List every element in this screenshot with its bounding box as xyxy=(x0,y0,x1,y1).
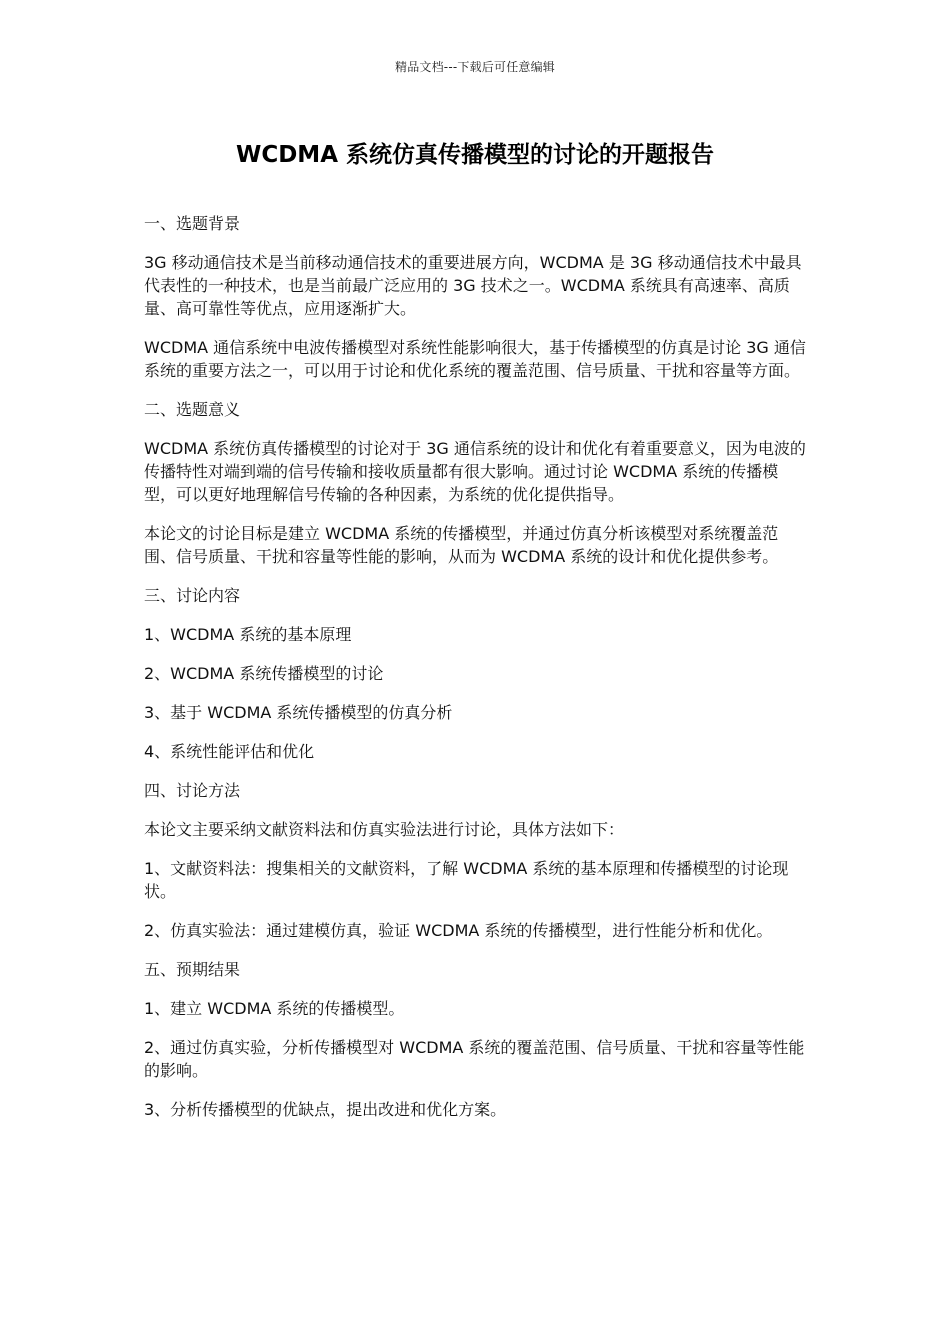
list-item: 1、文献资料法：搜集相关的文献资料，了解 WCDMA 系统的基本原理和传播模型的讨论现状。 xyxy=(144,859,789,901)
list-item: 3、分析传播模型的优缺点，提出改进和优化方案。 xyxy=(144,1100,507,1119)
list-item: 1、WCDMA 系统的基本原理 xyxy=(144,625,352,644)
section-heading-significance: 二、选题意义 xyxy=(144,400,241,419)
section-heading-background: 一、选题背景 xyxy=(144,214,241,233)
list-item: 2、WCDMA 系统传播模型的讨论 xyxy=(144,664,384,683)
document-title: WCDMA 系统仿真传播模型的讨论的开题报告 xyxy=(235,142,715,168)
list-item: 3、基于 WCDMA 系统传播模型的仿真分析 xyxy=(144,703,453,722)
document-body xyxy=(144,212,809,1137)
paragraph: WCDMA 系统仿真传播模型的讨论对于 3G 通信系统的设计和优化有着重要意义，因为电波的传播特性对端到端的信号传输和接收质量都有很大影响。通过讨论 WCDMA 系统的传播模型，可以更好地理解信号传输的各种因素，为系统的优化提供指导。 xyxy=(144,439,806,504)
paragraph: WCDMA 通信系统中电波传播模型对系统性能影响很大，基于传播模型的仿真是讨论 3G 通信系统的重要方法之一，可以用于讨论和优化系统的覆盖范围、信号质量、干扰和容量等方面。 xyxy=(144,338,806,380)
section-heading-content: 三、讨论内容 xyxy=(144,586,241,605)
section-heading-methods: 四、讨论方法 xyxy=(144,781,241,800)
section-heading-results: 五、预期结果 xyxy=(144,960,241,979)
paragraph: 3G 移动通信技术是当前移动通信技术的重要进展方向，WCDMA 是 3G 移动通信技术中最具代表性的一种技术，也是当前最广泛应用的 3G 技术之一。WCDMA 系统具有高速率、高质量、高可靠性等优点，应用逐渐扩大。 xyxy=(144,253,802,318)
header-note: 精品文档---下载后可任意编辑 xyxy=(395,60,555,74)
paragraph: 本论文的讨论目标是建立 WCDMA 系统的传播模型，并通过仿真分析该模型对系统覆盖范围、信号质量、干扰和容量等性能的影响，从而为 WCDMA 系统的设计和优化提供参考。 xyxy=(144,524,779,566)
list-item: 1、建立 WCDMA 系统的传播模型。 xyxy=(144,999,405,1018)
paragraph: 本论文主要采纳文献资料法和仿真实验法进行讨论，具体方法如下： xyxy=(144,820,625,839)
list-item: 2、通过仿真实验，分析传播模型对 WCDMA 系统的覆盖范围、信号质量、干扰和容量等性能的影响。 xyxy=(144,1038,805,1080)
list-item: 2、仿真实验法：通过建模仿真，验证 WCDMA 系统的传播模型，进行性能分析和优化。 xyxy=(144,921,773,940)
list-item: 4、系统性能评估和优化 xyxy=(144,742,315,761)
